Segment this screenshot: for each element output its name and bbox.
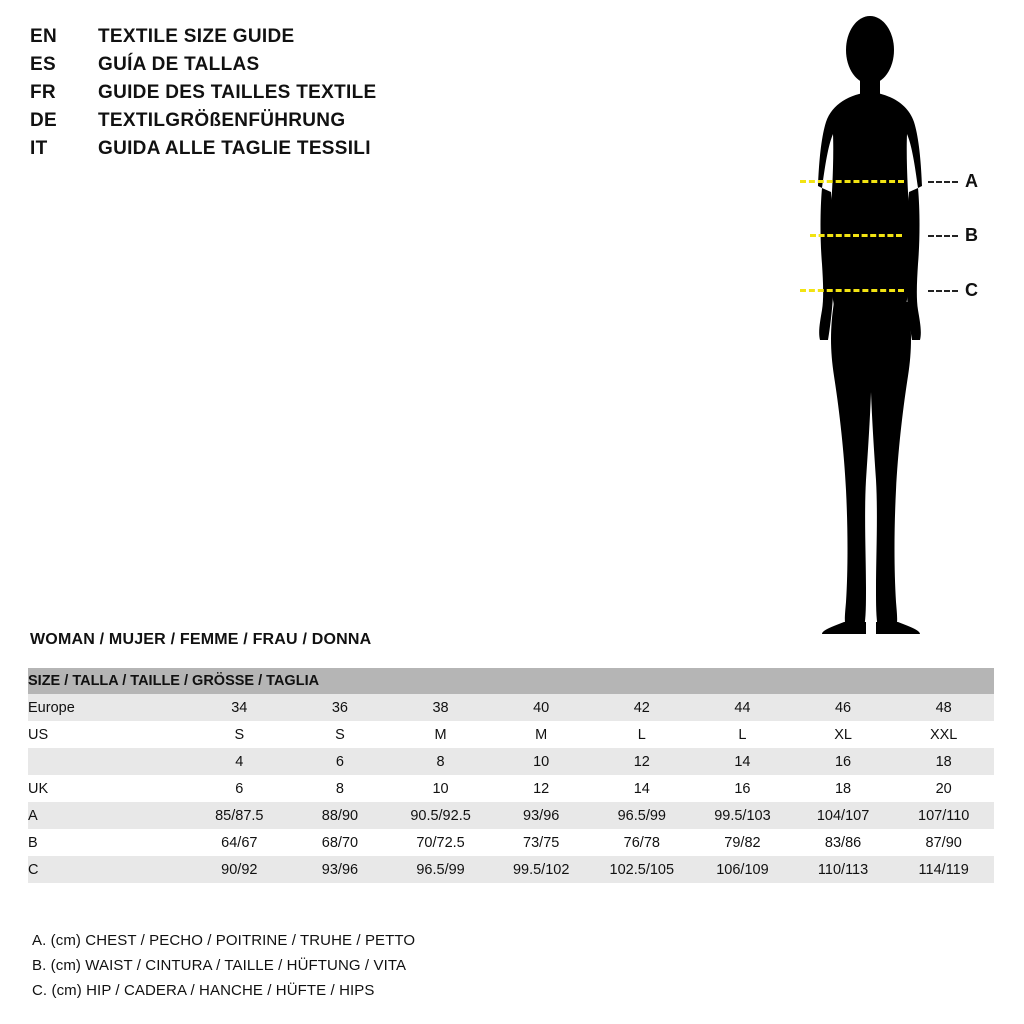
row-cell: 18 — [893, 748, 994, 775]
footnote-c: C. (cm) HIP / CADERA / HANCHE / HÜFTE / HIPS — [32, 982, 375, 999]
row-cell: 79/82 — [692, 829, 793, 856]
leader-line-a — [928, 181, 958, 183]
row-cell: 83/86 — [793, 829, 894, 856]
title-language-code: EN — [30, 26, 57, 47]
row-cell: 114/119 — [893, 856, 994, 883]
title-text: GUIDE DES TAILLES TEXTILE — [98, 82, 377, 103]
section-heading: WOMAN / MUJER / FEMME / FRAU / DONNA — [30, 631, 372, 648]
table-header-label: SIZE / TALLA / TAILLE / GRÖSSE / TAGLIA — [28, 668, 994, 694]
footnotes — [32, 928, 732, 1003]
row-cell: 20 — [893, 775, 994, 802]
table-row — [28, 748, 994, 775]
row-cell: 34 — [189, 694, 290, 721]
row-cell: 14 — [692, 748, 793, 775]
row-cell: 8 — [390, 748, 491, 775]
title-text: GUÍA DE TALLAS — [98, 54, 260, 75]
row-cell: 93/96 — [491, 802, 592, 829]
row-label: B — [28, 829, 189, 856]
row-cell: 36 — [290, 694, 391, 721]
table-row — [28, 721, 994, 748]
row-cell: 104/107 — [793, 802, 894, 829]
row-cell: 88/90 — [290, 802, 391, 829]
row-cell: 14 — [592, 775, 693, 802]
title-row — [30, 54, 550, 82]
title-language-code: ES — [30, 54, 56, 75]
row-label: Europe — [28, 694, 189, 721]
row-cell: 76/78 — [592, 829, 693, 856]
row-cell: 107/110 — [893, 802, 994, 829]
row-cell: L — [692, 721, 793, 748]
row-cell: 12 — [592, 748, 693, 775]
row-cell: M — [390, 721, 491, 748]
measure-label-a: A — [965, 171, 978, 191]
title-row — [30, 110, 550, 138]
table-row — [28, 856, 994, 883]
row-cell: 44 — [692, 694, 793, 721]
row-cell: 93/96 — [290, 856, 391, 883]
row-cell: 90.5/92.5 — [390, 802, 491, 829]
row-cell: 16 — [793, 748, 894, 775]
row-label: US — [28, 721, 189, 748]
row-label — [28, 748, 189, 775]
leader-line-b — [928, 235, 958, 237]
row-label: A — [28, 802, 189, 829]
row-cell: 68/70 — [290, 829, 391, 856]
row-cell: 96.5/99 — [592, 802, 693, 829]
title-language-code: FR — [30, 82, 56, 103]
woman-silhouette-icon — [760, 10, 980, 635]
footnote-a: A. (cm) CHEST / PECHO / POITRINE / TRUHE / PETTO — [32, 932, 416, 949]
row-cell: 48 — [893, 694, 994, 721]
table-header-row — [28, 668, 994, 694]
row-cell: 73/75 — [491, 829, 592, 856]
row-cell: 38 — [390, 694, 491, 721]
title-language-code: IT — [30, 138, 48, 159]
row-cell: 87/90 — [893, 829, 994, 856]
row-cell: M — [491, 721, 592, 748]
table-row — [28, 694, 994, 721]
row-cell: S — [189, 721, 290, 748]
title-text: GUIDA ALLE TAGLIE TESSILI — [98, 138, 371, 159]
row-cell: 6 — [290, 748, 391, 775]
row-cell: 42 — [592, 694, 693, 721]
title-row — [30, 138, 550, 166]
row-cell: 18 — [793, 775, 894, 802]
row-cell: 102.5/105 — [592, 856, 693, 883]
row-cell: 99.5/102 — [491, 856, 592, 883]
title-language-code: DE — [30, 110, 57, 131]
leader-line-c — [928, 290, 958, 292]
row-cell: 16 — [692, 775, 793, 802]
measure-label-b: B — [965, 225, 978, 245]
row-cell: 64/67 — [189, 829, 290, 856]
row-label: UK — [28, 775, 189, 802]
row-cell: 6 — [189, 775, 290, 802]
row-cell: 106/109 — [692, 856, 793, 883]
row-cell: 12 — [491, 775, 592, 802]
measure-line-c — [800, 289, 904, 292]
row-cell: 85/87.5 — [189, 802, 290, 829]
row-cell: 8 — [290, 775, 391, 802]
measure-label-c: C — [965, 280, 978, 300]
row-cell: 99.5/103 — [692, 802, 793, 829]
measurement-figure — [700, 10, 1010, 630]
title-text: TEXTILGRÖßENFÜHRUNG — [98, 110, 346, 131]
measure-line-a — [800, 180, 904, 183]
title-block — [30, 26, 550, 166]
title-text: TEXTILE SIZE GUIDE — [98, 26, 295, 47]
size-table — [28, 668, 994, 883]
row-cell: 70/72.5 — [390, 829, 491, 856]
measure-line-b — [810, 234, 902, 237]
row-cell: 96.5/99 — [390, 856, 491, 883]
row-cell: S — [290, 721, 391, 748]
row-cell: 46 — [793, 694, 894, 721]
table-row — [28, 775, 994, 802]
row-cell: XXL — [893, 721, 994, 748]
row-cell: 10 — [491, 748, 592, 775]
row-cell: XL — [793, 721, 894, 748]
table-row — [28, 829, 994, 856]
footnote-b: B. (cm) WAIST / CINTURA / TAILLE / HÜFTUNG / VITA — [32, 957, 407, 974]
row-cell: 40 — [491, 694, 592, 721]
row-cell: 110/113 — [793, 856, 894, 883]
row-cell: 4 — [189, 748, 290, 775]
row-cell: 10 — [390, 775, 491, 802]
table-row — [28, 802, 994, 829]
row-label: C — [28, 856, 189, 883]
row-cell: 90/92 — [189, 856, 290, 883]
row-cell: L — [592, 721, 693, 748]
title-row — [30, 26, 550, 54]
title-row — [30, 82, 550, 110]
